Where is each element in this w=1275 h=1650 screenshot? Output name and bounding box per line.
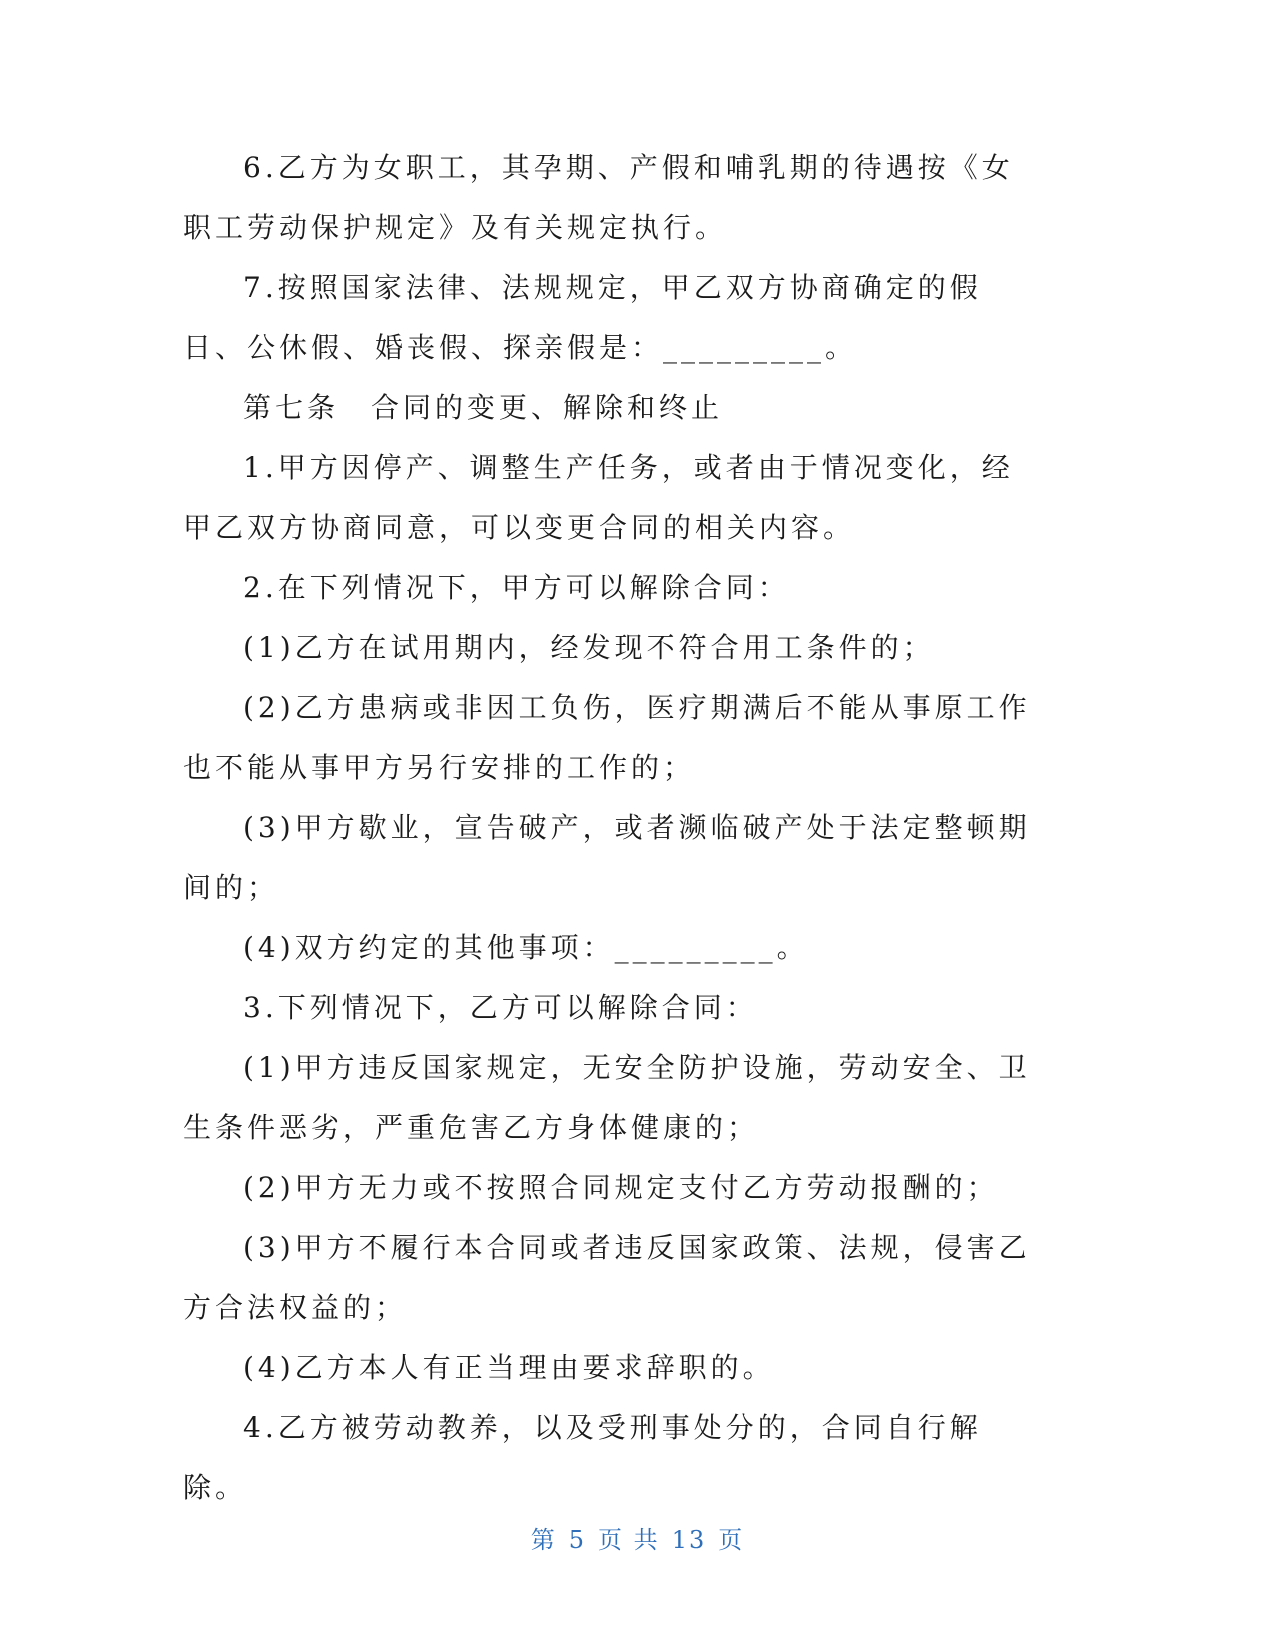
- footer-suffix: 页: [718, 1526, 745, 1554]
- clause-6-paragraph: 6.乙方为女职工，其孕期、产假和哺乳期的待遇按《女职工劳动保护规定》及有关规定执行。: [183, 151, 1014, 244]
- item-2-sub-2: (2)乙方患病或非因工负伤，医疗期满后不能从事原工作也不能从事甲方另行安排的工作的；: [183, 691, 1031, 784]
- article-7-heading: 第七条 合同的变更、解除和终止: [243, 391, 724, 424]
- item-2-sub-3: (3)甲方歇业，宣告破产，或者濒临破产处于法定整顿期间的；: [183, 811, 1031, 904]
- item-3-sub-4: (4)乙方本人有正当理由要求辞职的。: [243, 1351, 775, 1384]
- footer-prefix: 第: [530, 1526, 557, 1554]
- article-7-item-1: 1.甲方因停产、调整生产任务，或者由于情况变化，经甲乙双方协商同意，可以变更合同的相关内容。: [183, 451, 1014, 544]
- page-number-footer: [0, 1520, 1275, 1555]
- article-7-item-2: 2.在下列情况下，甲方可以解除合同：: [243, 571, 790, 604]
- footer-middle: 页 共: [598, 1526, 660, 1554]
- article-7-item-3: 3.下列情况下，乙方可以解除合同：: [243, 991, 758, 1024]
- document-body: [183, 138, 1043, 1518]
- item-3-sub-2: (2)甲方无力或不按照合同规定支付乙方劳动报酬的；: [243, 1171, 999, 1204]
- current-page-number: 5: [568, 1526, 587, 1554]
- item-3-sub-1: (1)甲方违反国家规定，无安全防护设施，劳动安全、卫生条件恶劣，严重危害乙方身体健康的；: [183, 1051, 1031, 1144]
- total-pages-number: 13: [671, 1526, 707, 1554]
- item-2-sub-1: (1)乙方在试用期内，经发现不符合用工条件的；: [243, 631, 935, 664]
- article-7-item-4: 4.乙方被劳动教养，以及受刑事处分的，合同自行解除。: [183, 1411, 982, 1504]
- clause-7-paragraph: 7.按照国家法律、法规规定，甲乙双方协商确定的假日、公休假、婚丧假、探亲假是：_________。: [183, 271, 982, 364]
- item-2-sub-4: (4)双方约定的其他事项：_________。: [243, 931, 809, 964]
- item-3-sub-3: (3)甲方不履行本合同或者违反国家政策、法规，侵害乙方合法权益的；: [183, 1231, 1031, 1324]
